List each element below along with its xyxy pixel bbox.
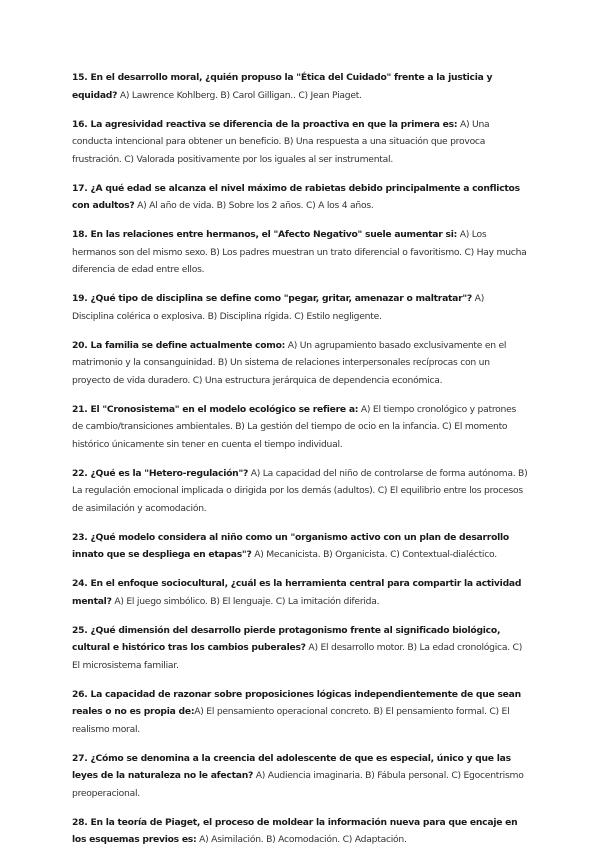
question-15 xyxy=(72,69,528,104)
question-stem: 20. La familia se define actualmente como: xyxy=(72,339,286,351)
question-stem: 24. En el enfoque sociocultural, ¿cuál es la herramienta central para compartir la actividad mental? xyxy=(72,578,522,607)
question-stem: 21. El "Cronosistema" en el modelo ecológico se refiere a: xyxy=(72,403,359,415)
question-stem: 17. ¿A qué edad se alcanza el nivel máximo de rabietas debido principalmente a conflictos con adultos? xyxy=(72,182,520,211)
question-options: A) El pensamiento operacional concreto. B) El pensamiento formal. C) El realismo moral. xyxy=(72,706,510,735)
question-options: A) Disciplina colérica o explosiva. B) Disciplina rígida. C) Estilo negligente. xyxy=(72,293,485,322)
question-stem: 22. ¿Qué es la "Hetero-regulación"? xyxy=(72,467,249,479)
question-stem: 18. En las relaciones entre hermanos, el "Afecto Negativo" suele aumentar si: xyxy=(72,229,458,240)
question-stem: 23. ¿Qué modelo considera al niño como un "organismo activo con un plan de desarrollo innato que se despliega en etapas"? xyxy=(72,531,509,560)
question-options: A) Un agrupamiento basado exclusivamente en el matrimonio y la consanguinidad. B) Un sistema de relaciones interpersonales recíprocas con un proyecto de vida duradero. C) Una estructura jerárquica de dependencia económica. xyxy=(72,339,507,386)
question-23 xyxy=(72,529,528,564)
question-stem: 15. En el desarrollo moral, ¿quién propuso la "Ética del Cuidado" frente a la justicia y equidad? xyxy=(72,72,493,101)
question-options: A) Asimilación. B) Acomodación. C) Adaptación. xyxy=(196,834,407,845)
question-options: A) Al año de vida. B) Sobre los 2 años. C) A los 4 años. xyxy=(134,200,374,211)
question-27 xyxy=(72,750,528,803)
question-options: A) El juego simbólico. B) El lenguaje. C) La imitación diferida. xyxy=(111,595,380,607)
question-stem: 19. ¿Qué tipo de disciplina se define como "pegar, gritar, amenazar o maltratar"? xyxy=(72,293,473,304)
question-24 xyxy=(72,575,528,610)
question-22 xyxy=(72,465,528,518)
question-options: A) Los hermanos son del mismo sexo. B) Los padres muestran un trato diferencial o favoritismo. C) Hay mucha diferencia de edad entre ellos. xyxy=(72,229,527,275)
question-16 xyxy=(72,116,528,169)
question-25 xyxy=(72,622,528,675)
question-stem: 28. En la teoría de Piaget, el proceso de moldear la información nueva para que encaje en los esquemas previos es: xyxy=(72,816,518,845)
question-17 xyxy=(72,180,528,215)
question-stem: 27. ¿Cómo se denomina a la creencia del adolescente de que es especial, único y que las leyes de la naturaleza no le afectan? xyxy=(72,752,511,781)
question-stem: 16. La agresividad reactiva se diferencia de la proactiva en que la primera es: xyxy=(72,118,458,130)
question-options: A) El desarrollo motor. B) La edad cronológica. C) El microsistema familiar. xyxy=(72,642,523,671)
question-stem: 26. La capacidad de razonar sobre proposiciones lógicas independientemente de que sean reales o no es propia de: xyxy=(72,688,521,717)
question-stem: 25. ¿Qué dimensión del desarrollo pierde protagonismo frente al significado biológico, cultural e histórico tras los cambios puberales? xyxy=(72,624,501,653)
question-26 xyxy=(72,686,528,739)
question-20 xyxy=(72,337,528,390)
question-options: A) Audiencia imaginaria. B) Fábula personal. C) Egocentrismo preoperacional. xyxy=(72,770,524,799)
question-options: A) Lawrence Kohlberg. B) Carol Gilligan.. C) Jean Piaget. xyxy=(117,89,362,101)
question-28 xyxy=(72,814,528,849)
question-18 xyxy=(72,226,528,279)
question-options: A) Una conducta intencional para obtener un beneficio. B) Una respuesta a una situación que provoca frustración. C) Valorada positivamente por los iguales al ser instrumental. xyxy=(72,118,490,165)
question-options: A) Mecanicista. B) Organicista. C) Contextual-dialéctico. xyxy=(251,549,497,560)
document-page xyxy=(72,69,528,860)
question-options: A) El tiempo cronológico y patrones de cambio/transiciones ambientales. B) La gestión del tiempo de ocio en la infancia. C) El momento histórico únicamente sin tener en cuenta el tiempo individual. xyxy=(72,403,517,450)
question-21 xyxy=(72,401,528,454)
question-options: A) La capacidad del niño de controlarse de forma autónoma. B) La regulación emocional implicada o dirigida por los demás (adultos). C) El equilibrio entre los procesos de asimilación y acomodación. xyxy=(72,467,528,514)
question-19 xyxy=(72,290,528,325)
